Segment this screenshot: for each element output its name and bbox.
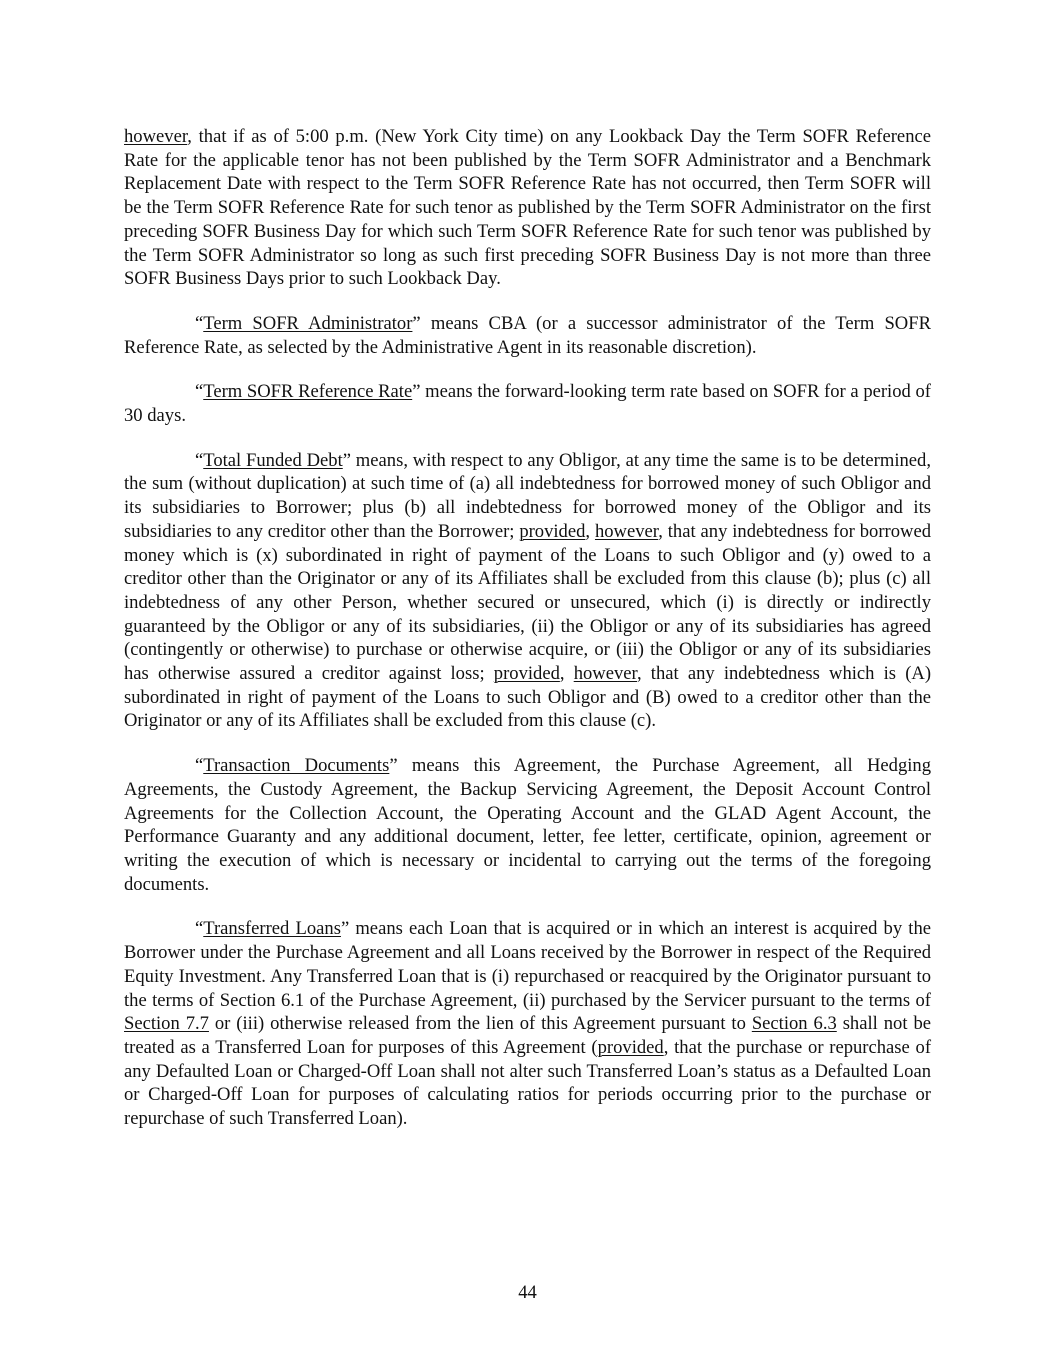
document-page — [124, 125, 931, 1152]
text-segment: ” means this Agreement, the Purchase Agreement, all Hedging Agreements, the Custody Agreement, the Backup Servicing Agreement, the Deposit Account Control Agreements for the Collection Account, the Operating Account and the GLAD Agent Account, the Performance Guaranty and any additional document, letter, fee letter, certificate, opinion, agreement or writing the execution of which is necessary or incidental to carrying out the terms of the foregoing documents. — [124, 755, 931, 895]
text-segment: shall not be treated as a Transferred Loan for purposes of this Agreement ( — [124, 1013, 931, 1058]
underlined-term: however — [573, 663, 637, 685]
text-segment: “ — [195, 918, 204, 940]
text-segment: , that if as of 5:00 p.m. (New York City time) on any Lookback Day the Term SOFR Reference Rate for the applicable tenor has not been published by the Term SOFR Administrator and a Benchmark Replacement Date with respect to the Term SOFR Reference Rate has not occurred, then Term SOFR will be the Term SOFR Reference Rate for such tenor as published by the Term SOFR Administrator on the first preceding SOFR Business Day for which such Term SOFR Reference Rate for such tenor was published by the Term SOFR Administrator so long as such first preceding SOFR Business Day is not more than three SOFR Business Days prior to such Lookback Day. — [124, 126, 931, 290]
text-segment: or (iii) otherwise released from the lien of this Agreement pursuant to — [208, 1013, 752, 1035]
text-segment: , — [559, 663, 574, 685]
text-segment: “ — [195, 381, 204, 403]
definition-total-funded-debt — [124, 449, 931, 733]
underlined-term: however — [124, 126, 188, 147]
underlined-term: Total Funded Debt — [203, 449, 343, 471]
underlined-term: provided — [519, 520, 586, 542]
definition-term-sofr-reference-rate — [124, 380, 931, 427]
text-segment: , — [585, 520, 595, 542]
underlined-term: Section 7.7 — [124, 1013, 209, 1035]
definition-transaction-documents — [124, 754, 931, 896]
underlined-term: Transaction Documents — [203, 755, 390, 777]
underlined-term: provided — [597, 1036, 664, 1058]
definition-term-sofr-administrator — [124, 312, 931, 359]
text-segment: , that the purchase or repurchase of any Defaulted Loan or Charged-Off Loan shall not alter such Transferred Loan’s status as a Defaulted Loan or Charged-Off Loan for purposes of calculating ratios for periods occurring prior to the purchase or repurchase of such Transferred Loan). — [124, 1036, 932, 1130]
underlined-term: provided — [493, 663, 560, 685]
text-segment: , that any indebtedness for borrowed money which is (x) subordinated in right of payment of the Loans to such Obligor and (y) owed to a creditor other than the Originator or any of its Affiliates shall be excluded from this clause (b); plus (c) all indebtedness of any other Person, whether secured or unsecured, which (i) is directly or indirectly guaranteed by the Obligor or any of its subsidiaries, (ii) the Obligor or any of its subsidiaries has agreed (contingently or otherwise) to purchase or otherwise acquire, or (iii) the Obligor or any of its subsidiaries has otherwise assured a creditor against loss; — [124, 520, 931, 685]
text-segment: ” means, with respect to any Obligor, at any time the same is to be determined, the sum (without duplication) at such time of (a) all indebtedness for borrowed money of such Obligor and its subsidiaries to Borrower; plus (b) all indebtedness for borrowed money of the Obligor and its subsidiaries to any creditor other than the Borrower; — [124, 449, 931, 542]
text-segment: ” means each Loan that is acquired or in which an interest is acquired by the Borrower under the Purchase Agreement and all Loans received by the Borrower in respect of the Required Equity Investment. Any Transferred Loan that is (i) repurchased or reacquired by the Originator pursuant to the terms of Section 6.1 of the Purchase Agreement, (ii) purchased by the Servicer pursuant to the terms of — [124, 918, 932, 1011]
paragraph-term-sofr-continuation — [124, 125, 931, 291]
text-segment: “ — [195, 449, 204, 471]
text-segment: ” means the forward-looking term rate based on SOFR for a period of 30 days. — [124, 381, 931, 427]
text-segment: ” means CBA (or a successor administrator of the Term SOFR Reference Rate, as selected by the Administrative Agent in its reasonable discretion). — [124, 312, 931, 358]
underlined-term: Transferred Loans — [203, 918, 341, 940]
page-number: 44 — [518, 1282, 537, 1303]
underlined-term: Section 6.3 — [751, 1013, 837, 1035]
underlined-term: Term SOFR Administrator — [203, 312, 413, 334]
definition-transferred-loans — [124, 917, 931, 1130]
text-segment: , that any indebtedness which is (A) subordinated in right of payment of the Loans to such Obligor and (B) owed to a creditor other than the Originator or any of its Affiliates shall be excluded from this clause (c). — [124, 663, 932, 732]
text-segment: “ — [195, 312, 204, 334]
underlined-term: Term SOFR Reference Rate — [203, 381, 413, 403]
underlined-term: however — [594, 520, 659, 542]
text-segment: “ — [195, 755, 204, 777]
